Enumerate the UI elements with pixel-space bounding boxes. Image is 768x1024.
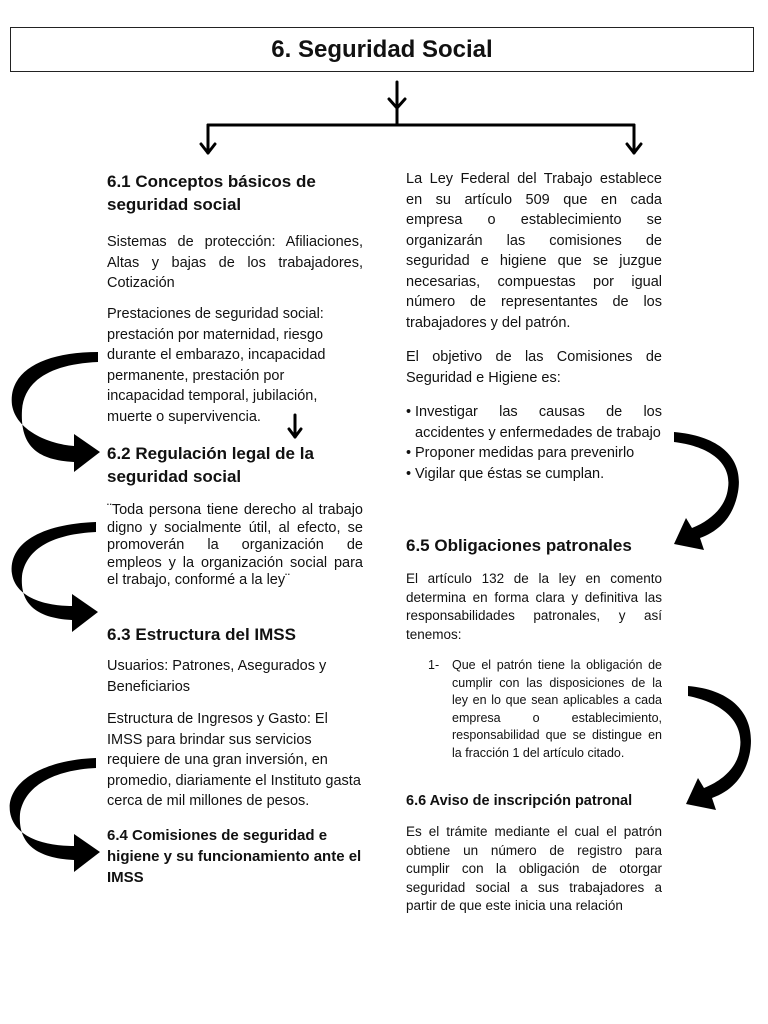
section-6-6-heading: 6.6 Aviso de inscripción patronal [406, 793, 633, 809]
branch-bracket-icon [201, 108, 641, 153]
curved-arrow-right-2-icon [686, 686, 751, 810]
section-6-1-heading: 6.1 Conceptos básicos de seguridad social [107, 172, 316, 214]
curved-arrow-left-2-icon [12, 522, 98, 632]
section-6-1-paragraph-1: Sistemas de protección: Afiliaciones, Altas y bajas de los trabajadores, Cotización [107, 234, 363, 291]
title-box [10, 27, 754, 72]
section-6-3-heading: 6.3 Estructura del IMSS [107, 625, 296, 644]
obligation-item-text: Que el patrón tiene la obligación de cumplir con las disposiciones de la ley en lo que sean aplicables a cada empresa o establecimiento, responsabilidad que se distingue en la fracción 1 del artículo citado. [452, 658, 662, 760]
list-item: • Investigar las causas de los accidentes y enfermedades de trabajo [406, 402, 662, 443]
right-paragraph-1: La Ley Federal del Trabajo establece en su artículo 509 que en cada empresa o establecimiento se organizarán las comisiones de seguridad e higiene que se juzgue necesarias, compuestas por igual número de representantes de los trabajadores y del patrón. [406, 171, 662, 331]
section-6-1-paragraph-2: Prestaciones de seguridad social: prestación por maternidad, riesgo durante el embarazo, incapacidad permanente, prestación por incapacidad temporal, jubilación, muerte o supervivencia. [107, 306, 326, 425]
objectives-list [406, 402, 662, 484]
page-title: 6. Seguridad Social [271, 35, 493, 63]
section-6-6-paragraph: Es el trámite mediante el cual el patrón obtiene un número de registro para cumplir con la obligación de otorgar seguridad social a sus trabajadores a partir de que este inicia una relación [406, 824, 662, 913]
obligation-item-1 [406, 657, 662, 762]
section-6-5-paragraph: El artículo 132 de la ley en comento determina en forma clara y definitiva las responsabilidades patronales, y así tenemos: [406, 571, 662, 642]
curved-arrow-right-1-icon [674, 432, 739, 550]
list-item: • Vigilar que éstas se cumplan. [406, 464, 662, 485]
obligation-item-number: 1- [428, 658, 440, 672]
right-paragraph-2: El objetivo de las Comisiones de Seguridad e Higiene es: [406, 349, 662, 386]
section-6-3-paragraph-1: Usuarios: Patrones, Asegurados y Beneficiarios [107, 658, 327, 695]
curved-arrow-left-3-icon [10, 758, 100, 872]
top-down-arrow-icon [389, 82, 405, 108]
section-6-2-heading: 6.2 Regulación legal de la seguridad social [107, 444, 314, 486]
curved-arrow-left-1-icon [12, 352, 100, 472]
section-6-3-paragraph-2: Estructura de Ingresos y Gasto: El IMSS para brindar sus servicios requiere de una gran inversión, en promedio, diariamente el Instituto gasta cerca de mil millones de pesos. [107, 711, 361, 809]
section-6-5-heading: 6.5 Obligaciones patronales [406, 536, 632, 555]
section-6-4-heading: 6.4 Comisiones de seguridad e higiene y su funcionamiento ante el IMSS [107, 827, 362, 886]
section-6-2-quote: ¨Toda persona tiene derecho al trabajo digno y socialmente útil, al efecto, se promoverán la organización de empleos y la organización social para el trabajo, conformé a la ley¨ [107, 502, 363, 588]
list-item: • Proponer medidas para prevenirlo [406, 443, 662, 464]
